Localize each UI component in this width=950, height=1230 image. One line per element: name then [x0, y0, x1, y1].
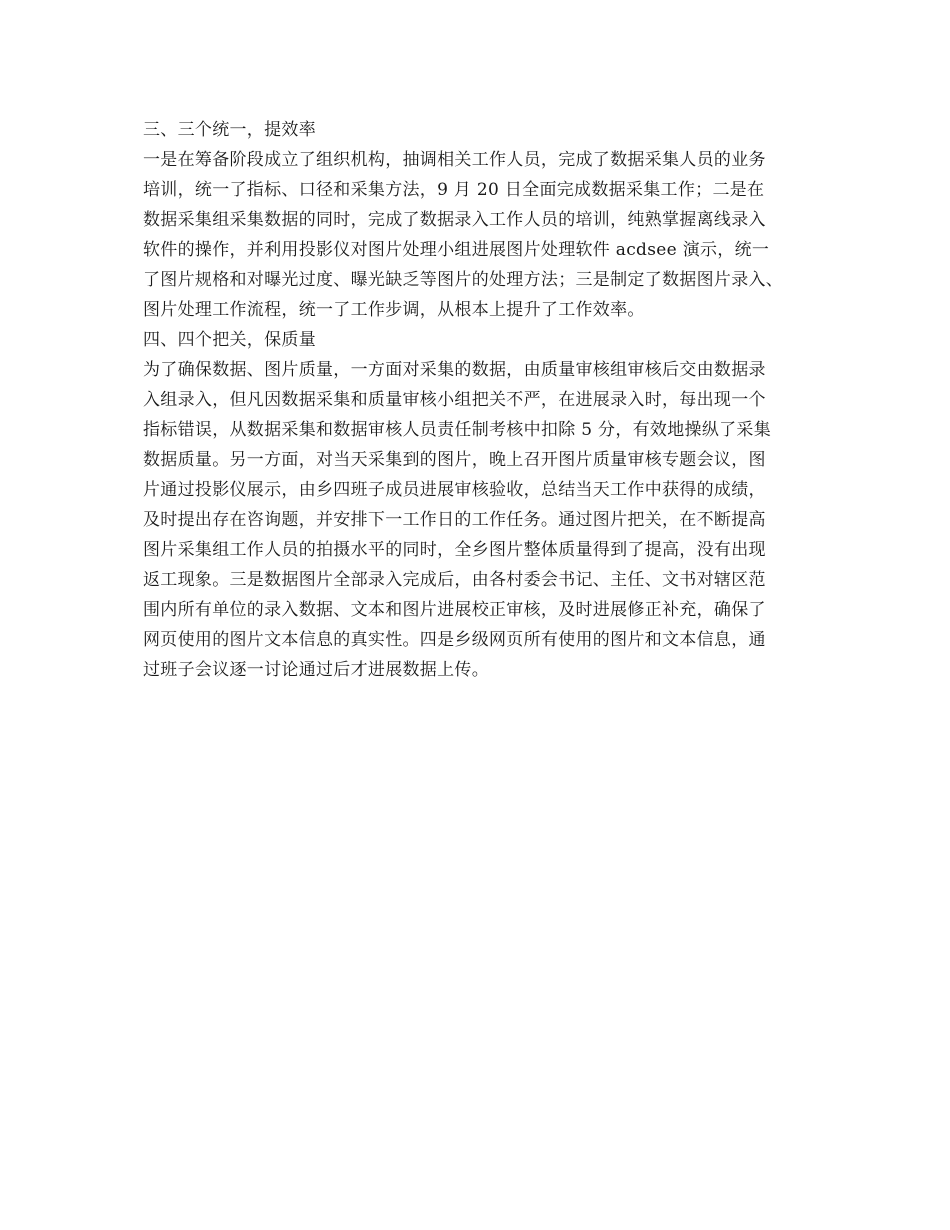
- paragraph-line: 入组录入，但凡因数据采集和质量审核小组把关不严，在进展录入时，每出现一个: [143, 390, 766, 410]
- paragraph-line: 返工现象。三是数据图片全部录入完成后，由各村委会书记、主任、文书对辖区范: [143, 570, 766, 590]
- section-heading-4: 四、四个把关，保质量: [143, 330, 316, 350]
- paragraph-line: 培训，统一了指标、口径和采集方法，9 月 20 日全面完成数据采集工作；二是在: [143, 180, 765, 200]
- paragraph-line: 指标错误，从数据采集和数据审核人员责任制考核中扣除 5 分，有效地操纵了采集: [143, 420, 772, 440]
- paragraph-line: 围内所有单位的录入数据、文本和图片进展校正审核，及时进展修正补充，确保了: [143, 600, 766, 620]
- paragraph-line: 为了确保数据、图片质量，一方面对采集的数据，由质量审核组审核后交由数据录: [143, 360, 766, 380]
- paragraph-line: 一是在筹备阶段成立了组织机构，抽调相关工作人员，完成了数据采集人员的业务: [143, 150, 766, 170]
- paragraph-line: 片通过投影仪展示，由乡四班子成员进展审核验收，总结当天工作中获得的成绩，: [143, 480, 766, 500]
- paragraph-line: 图片处理工作流程，统一了工作步调，从根本上提升了工作效率。: [143, 300, 645, 320]
- paragraph-line: 数据采集组采集数据的同时，完成了数据录入工作人员的培训，纯熟掌握离线录入: [143, 210, 766, 230]
- section-heading-3: 三、三个统一，提效率: [143, 120, 316, 140]
- paragraph-line: 网页使用的图片文本信息的真实性。四是乡级网页所有使用的图片和文本信息，通: [143, 630, 766, 650]
- paragraph-line: 了图片规格和对曝光过度、曝光缺乏等图片的处理方法；三是制定了数据图片录入、: [143, 270, 784, 290]
- paragraph-line: 及时提出存在咨询题，并安排下一工作日的工作任务。通过图片把关，在不断提高: [143, 510, 766, 530]
- document-body: [143, 115, 843, 685]
- paragraph-line: 数据质量。另一方面，对当天采集到的图片，晚上召开图片质量审核专题会议，图: [143, 450, 766, 470]
- paragraph-line: 软件的操作，并利用投影仪对图片处理小组进展图片处理软件 acdsee 演示，统一: [143, 240, 770, 260]
- paragraph-line: 过班子会议逐一讨论通过后才进展数据上传。: [143, 660, 489, 680]
- paragraph-line: 图片采集组工作人员的拍摄水平的同时，全乡图片整体质量得到了提高，没有出现: [143, 540, 766, 560]
